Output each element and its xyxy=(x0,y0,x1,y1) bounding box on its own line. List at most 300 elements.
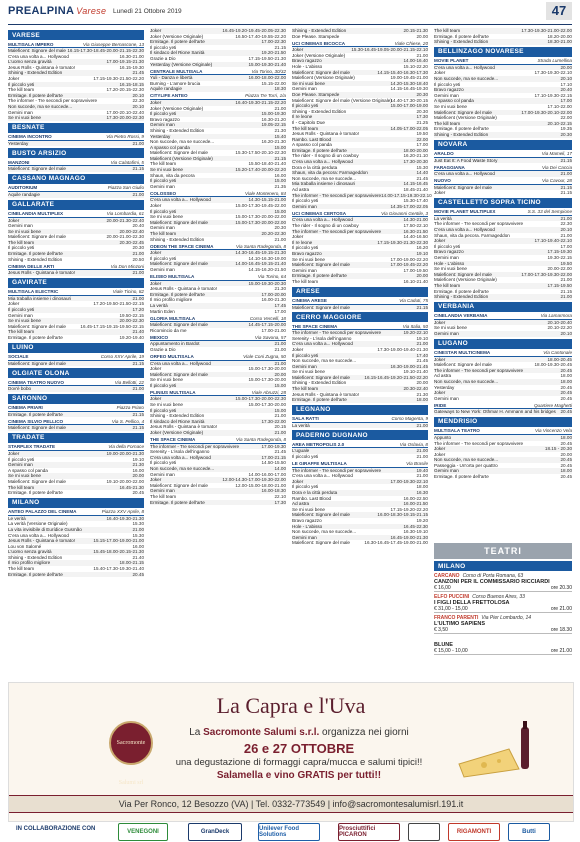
showtimes-list xyxy=(434,185,572,196)
film-title: The kill team xyxy=(8,329,35,335)
film-times: 17.00-19.45-22.20 xyxy=(390,262,428,268)
theatre-label: ELFO PUCCINI xyxy=(434,594,470,600)
cinema-header xyxy=(434,313,572,320)
showtime-row xyxy=(434,132,572,138)
film-title: Shining - Extended Edition xyxy=(292,380,347,386)
film-title: Non succede, ma se succede... xyxy=(434,378,499,384)
film-title: Gemini man xyxy=(292,363,317,369)
cinema-address: Viale Montenero, 84 xyxy=(244,190,286,196)
showtimes-list xyxy=(292,217,428,284)
ad-badge-logo: Sacromonte Salumi srl xyxy=(109,721,153,765)
film-title: Non succede, ma se succede... xyxy=(292,358,357,364)
showtimes-list xyxy=(150,100,286,190)
showtimes-list xyxy=(8,412,144,418)
film-title: Joker xyxy=(434,451,446,457)
cinema-name: ODEON THE SPACE CINEMA xyxy=(150,243,214,249)
film-title: Il piccolo yeti xyxy=(150,111,177,117)
film-times: 15.00-17.30-19.45-22.00 xyxy=(235,203,286,209)
film-times: 21.00 xyxy=(560,277,572,283)
showtimes-list xyxy=(434,435,572,480)
cinema-header xyxy=(8,41,144,48)
cinema-address: Corso Vercelli, 18 xyxy=(249,315,286,321)
film-times: 20.00-22.00 xyxy=(547,266,572,272)
cinema-name: CINEMA ARESE xyxy=(292,298,327,304)
film-title: Jesus Rolls - Quintana è tornato! xyxy=(150,424,217,430)
film-times: 21.00 xyxy=(132,140,144,146)
film-title: Gemini man xyxy=(8,223,33,229)
film-title: Il piccolo yeti xyxy=(292,198,319,204)
film-times: 18.00-19.30-20.45 xyxy=(534,362,572,368)
film-times: 20.30-22.40 xyxy=(403,386,428,392)
film-times: 15.00-17.30-20.00-22.30 xyxy=(235,396,286,402)
show-time: ore 21.00 xyxy=(550,606,572,612)
film-title: Dov'è bobo xyxy=(8,386,32,392)
film-title: Il re leone xyxy=(292,239,313,245)
film-title: Grazie a Dio xyxy=(150,346,176,352)
film-title: Maleficent (Versione Originale) xyxy=(150,155,213,161)
film-times: 17.15-19.20-22.20 xyxy=(390,506,428,512)
film-title: Yesterday xyxy=(150,133,171,139)
film-times: 15.30-17.40 xyxy=(403,198,428,204)
film-title: Just Eat It: A Food Waste Story xyxy=(434,157,498,163)
film-times: 19.10-20.00-22.00 xyxy=(106,478,144,484)
film-times: 20.45 xyxy=(560,474,572,480)
film-title: Ermitage. Il potere dell'arte xyxy=(8,335,63,340)
film-times: 17.10 xyxy=(560,81,572,87)
cinema-header xyxy=(150,190,286,197)
film-times: 20.40 xyxy=(132,223,144,229)
film-title: Non succede, ma se succede... xyxy=(434,75,499,81)
showtime-row xyxy=(8,572,144,578)
film-title: Joker xyxy=(434,446,446,452)
showtime-row xyxy=(434,474,572,480)
film-title: Il piccolo yeti xyxy=(150,208,177,214)
cinema-header xyxy=(8,354,144,361)
film-title: Se mi vuoi bene xyxy=(8,115,41,121)
film-title: Ermitage. Il potere dell'arte xyxy=(434,126,489,132)
film-title: La verità xyxy=(434,215,452,221)
film-times: 21.00 xyxy=(416,448,428,454)
film-title: Yesterday xyxy=(434,384,455,390)
film-times: 16.30-16.45-17.45-19.00-21.00 xyxy=(364,540,428,546)
film-times: 19.10 xyxy=(132,456,144,462)
film-times: 15.00 xyxy=(274,407,286,413)
cinema-header xyxy=(292,441,428,448)
film-title: Il re leone xyxy=(292,114,313,120)
section-header: BUSTO ARSIZIO xyxy=(8,148,144,158)
film-times: 17.15-19.50-21.30 xyxy=(248,55,286,61)
film-title: Il piccolo yeti xyxy=(150,382,177,388)
film-title: Jesus Rolls - Quintana è tornato! xyxy=(292,391,359,397)
film-title: Il piccolo yeti xyxy=(434,243,461,249)
film-title: Ricomincio da me xyxy=(150,327,187,333)
cinema-name: GLORIA MULTISALA xyxy=(150,315,196,321)
section-header: GALLARATE xyxy=(8,200,144,210)
film-title: Maleficent: Signore del male xyxy=(292,512,350,518)
cinema-header xyxy=(150,389,286,396)
film-title: Ad astra xyxy=(292,187,310,193)
film-title: Se mi vuoi bene xyxy=(434,266,467,272)
film-title: Gemini man xyxy=(150,471,175,477)
film-title: L'uomo senza gravità xyxy=(8,59,52,65)
film-title: Il mio profilo migliore xyxy=(150,297,193,303)
film-title: The kill team xyxy=(8,484,35,490)
cinema-name: AUDITORIUM xyxy=(8,185,38,191)
showtimes-list xyxy=(292,47,432,209)
film-times: 20.40 xyxy=(560,87,572,93)
film-times: 17.00-21.15 xyxy=(261,454,286,460)
film-title: Gemini man xyxy=(434,92,459,98)
section-header: MILANO xyxy=(8,498,144,508)
film-times: 21.00 xyxy=(132,270,144,276)
film-title: L'uomo senza gravità xyxy=(8,549,52,555)
film-times: 16.30-21.50 xyxy=(403,228,428,234)
film-title: Maleficent: Signore del male xyxy=(8,323,66,329)
cinema-header xyxy=(150,334,286,341)
section-header: CERRO MAGGIORE xyxy=(292,312,428,322)
theatre-label: CARCANO xyxy=(434,573,460,579)
film-times: 14.00-16.45-19.15-21.40 xyxy=(235,261,286,267)
film-title: Serenity - L'isola dell'inganno xyxy=(292,335,352,341)
film-times: 15.00 xyxy=(274,178,286,184)
showtime-row xyxy=(8,115,144,121)
film-times: 14.30-16.45-19.15-21.30 xyxy=(235,250,286,256)
showtime-row xyxy=(8,192,144,198)
film-title: The informer - Tre secondi per sopravvivere xyxy=(434,221,524,227)
cinema-header xyxy=(292,40,428,47)
film-title: Se mi vuoi bene xyxy=(292,369,325,375)
show-time: ore 21.00 xyxy=(550,648,572,654)
cinema-header xyxy=(8,379,144,386)
cinema-name: FARAGGIANA xyxy=(434,164,465,170)
film-times: 20.30 xyxy=(274,225,286,231)
film-title: Maleficent (Versione Originale) xyxy=(434,277,497,283)
cinema-header xyxy=(8,418,144,425)
film-title: Shaun, vita da pecora xyxy=(150,172,195,178)
showtimes-list xyxy=(150,322,286,333)
cinema-header xyxy=(292,416,428,423)
showtimes-list xyxy=(434,409,572,415)
film-title: Gemini man xyxy=(292,267,317,273)
film-times: 21.15 xyxy=(560,157,572,163)
cinema-name: CINEMA SILVIO PELLICO xyxy=(8,418,64,424)
film-title: Joker xyxy=(434,356,446,362)
film-times: 15.00 xyxy=(274,208,286,214)
theatre-address: Via Pier Lombardo, 14 xyxy=(481,615,532,621)
film-times: 20.00-22.40 xyxy=(119,228,144,234)
film-times: 21.00 xyxy=(560,294,572,300)
cinema-name: SALA RATTI xyxy=(292,416,319,422)
film-title: Maleficent: Signore del male xyxy=(8,166,66,172)
film-title: Ermitage. Il potere dell'arte xyxy=(292,397,347,403)
film-times: 19.20 xyxy=(416,517,428,523)
section-header: ARESE xyxy=(292,287,428,297)
film-title: Burning - L'amore brucia xyxy=(150,80,201,86)
film-times: 20.45 xyxy=(560,384,572,390)
film-title: A spasso col panda xyxy=(292,142,332,148)
film-title: Serenity - L'isola dell'inganno xyxy=(150,449,210,455)
showtime-row xyxy=(8,141,144,147)
film-title: Shining - Extended Edition xyxy=(434,294,489,300)
cinema-header xyxy=(8,509,144,516)
film-title: The kill team xyxy=(8,87,35,93)
film-title: Il piccolo yeti xyxy=(292,454,319,460)
film-title: Non succede, ma se succede... xyxy=(150,466,215,471)
film-title: Shining - Extended Edition xyxy=(8,256,63,262)
collab-label: IN COLLABORAZIONE CON xyxy=(16,826,96,832)
cinema-name: CINELANDIA MULTIPLEX xyxy=(8,211,64,216)
film-times: 18.00 xyxy=(560,378,572,384)
film-title: L'uguale xyxy=(292,448,310,454)
film-times: 15.00 xyxy=(274,144,286,150)
section-header: GAVIRATE xyxy=(8,278,144,288)
film-times: 20.45 xyxy=(560,462,572,468)
film-title: C'era una volta a... Hollywood xyxy=(434,64,495,70)
section-header: LEGNANO xyxy=(292,405,428,415)
film-times: 21.45 xyxy=(416,175,428,181)
film-title: Gemini man xyxy=(434,468,459,474)
film-times: 15.00-17.30-20.00 xyxy=(248,377,286,383)
film-title: Ermitage. Il potere dell'arte xyxy=(292,273,347,279)
film-times: 21.00 xyxy=(416,454,428,460)
film-times: 14.00-16.00-17.00 xyxy=(248,471,286,477)
film-times: 21.45 xyxy=(274,449,286,455)
cinema-name: AREA METROPOLIS 2.0 xyxy=(292,441,345,447)
film-title: La verità (Versione Originale) xyxy=(8,521,68,527)
film-title: Gemini man xyxy=(150,488,175,494)
film-title: Jesus Rolls - Quintana è tornato! xyxy=(8,64,75,70)
film-title: Bravo ragazzo xyxy=(434,87,464,93)
showtimes-list xyxy=(150,281,286,315)
film-times: 20.50 xyxy=(132,256,144,262)
film-title: Joker xyxy=(292,478,304,484)
film-title: Joker xyxy=(434,190,446,196)
show-price-row xyxy=(434,648,572,655)
film-times: 15.00-19.30-21.40 xyxy=(248,61,286,67)
film-title: Passeggia - Un'orta per quattro xyxy=(434,462,498,468)
film-title: Aquile randagie xyxy=(8,191,40,197)
film-times: 15.00 xyxy=(274,382,286,388)
film-title: Il sindaco del Rione Sanità xyxy=(150,50,205,56)
film-times: 18.00 xyxy=(416,484,428,490)
collab-logo xyxy=(408,823,440,841)
column-3 xyxy=(292,28,432,678)
cinema-name: STARPLEX TRADATE xyxy=(8,444,56,450)
film-title: Ermitage. Il potere dell'arte xyxy=(8,411,63,417)
collab-logo: Butti xyxy=(508,823,550,841)
film-title: Non succede, ma se succede... xyxy=(434,457,499,463)
film-times: 20.00 xyxy=(274,371,286,377)
showtime-row xyxy=(8,490,144,496)
cinema-address: Via Giovanni Gentile, 3 xyxy=(381,210,428,216)
column-4 xyxy=(434,28,572,533)
cinema-header xyxy=(8,405,144,412)
film-title: Maleficent: Signore del male xyxy=(8,360,66,366)
film-title: Doe Please. Stampede xyxy=(292,33,340,39)
film-times: 22.00 xyxy=(560,115,572,121)
film-title: Maleficent: Signore del male xyxy=(150,482,208,488)
film-times: 20.00 xyxy=(132,473,144,479)
film-title: Gemini man xyxy=(150,183,175,189)
film-title: Ermitage. Il potere dell'arte xyxy=(434,288,489,294)
film-title: Il sindaco del Rione Sanità xyxy=(150,418,205,424)
section-header: LUINO xyxy=(8,343,144,353)
film-title: The kill team xyxy=(150,493,177,499)
cinema-header xyxy=(292,298,428,305)
film-times: 21.15 xyxy=(132,411,144,417)
film-times: 17.00 xyxy=(416,142,428,148)
showtime-row xyxy=(434,396,572,402)
showtimes-list xyxy=(292,28,428,39)
theatre-label: FRANCO PARENTI xyxy=(434,615,479,621)
showtime-row xyxy=(150,430,286,436)
film-times: 16.45-19.20-19.45-20.05-22.30 xyxy=(222,28,286,33)
film-title: Gemini man xyxy=(434,330,459,336)
cinema-address: Via Don Minzoni xyxy=(110,263,144,269)
film-title: Joker xyxy=(292,234,304,240)
showtimes-list xyxy=(8,192,144,198)
cinema-address: Strada Lumellina xyxy=(537,58,572,64)
film-title: Ermitage. Il potere dell'arte xyxy=(434,474,489,480)
film-title: The rider - Il sogno di un cowboy xyxy=(292,153,359,159)
film-title: The rider - Il sogno di un cowboy xyxy=(292,223,359,228)
film-title: Yuli - Danza e libertà xyxy=(150,75,193,81)
cinema-address: Via Dei Caccia xyxy=(541,164,572,170)
film-times: 17.00 xyxy=(274,308,286,314)
film-title: Non succede, ma se succede... xyxy=(292,175,357,181)
cinema-name: MOVIE PLANET MULTIPLEX xyxy=(434,209,496,215)
film-title: Joker xyxy=(8,301,20,307)
film-times: 20.30 xyxy=(416,108,428,114)
film-title: The kill team xyxy=(8,566,35,572)
cinema-name: MANZONI xyxy=(8,159,30,165)
film-times: 16.20 xyxy=(416,245,428,251)
showtimes-list xyxy=(434,357,572,402)
film-times: 22.30 xyxy=(132,98,144,104)
film-times: 21.15 xyxy=(560,184,572,190)
cinema-address: Via Savona, 57 xyxy=(254,334,286,340)
section-header: MENDRISIO xyxy=(434,417,572,427)
cinema-header xyxy=(434,58,572,65)
film-title: Joker xyxy=(150,28,162,33)
cinema-header xyxy=(292,323,428,330)
film-title: Maleficent: Signore del male xyxy=(8,48,66,53)
film-title: The kill team xyxy=(434,28,461,33)
cinema-address: Via Santa Radegonda, 8 xyxy=(236,437,286,443)
film-times: 14.15-15.40-16.30-17.30 xyxy=(377,69,428,75)
film-times: 20.10-22.15 xyxy=(547,120,572,126)
film-times: 16.00-18.30 xyxy=(261,488,286,494)
cinema-name: MULTISALA IMPERO xyxy=(8,41,54,47)
cinema-address: Piazza Priaro xyxy=(116,405,144,411)
film-title: Shining - Extended Edition xyxy=(434,39,489,45)
film-title: Maleficent: Signore del male xyxy=(150,219,208,225)
cinema-name: CINEMA INCONTRO xyxy=(8,134,52,140)
film-title: The informer - Tre secondi per sopravvivere xyxy=(292,330,382,336)
show-time: ore 18.30 xyxy=(550,627,572,633)
film-times: 20.15-21.30 xyxy=(403,28,428,33)
film-title: Se mi vuoi bene xyxy=(150,167,183,173)
cinema-name: IRIDE xyxy=(434,402,447,408)
film-title: C'era una volta a... Hollywood xyxy=(150,197,211,203)
film-title: Il piccolo yeti xyxy=(150,407,177,413)
showtimes-list xyxy=(150,75,286,92)
film-times: 21.15 xyxy=(274,44,286,50)
film-title: The kill team xyxy=(8,239,35,245)
film-title: C'era una volta a... Hollywood xyxy=(292,473,353,479)
film-times: 22.00 xyxy=(416,136,428,142)
film-title: Se mi vuoi bene xyxy=(8,228,41,234)
film-times: 17.00-19.00-22.20 xyxy=(390,256,428,262)
film-title: The kill team xyxy=(292,125,319,131)
film-times: 22.10 xyxy=(274,493,286,499)
film-times: 15.10-22.20 xyxy=(403,63,428,69)
film-title: Ermitage. Il potere dell'arte xyxy=(292,147,347,153)
film-title: Il piccolo yeti xyxy=(8,456,35,462)
film-title: C'era una volta a... Hollywood xyxy=(150,360,211,366)
cinema-header xyxy=(8,134,144,141)
film-title: Gateways to New York: Othmar H. Ammann and his bridges xyxy=(434,409,556,415)
film-title: Il piccolo yeti xyxy=(150,44,177,50)
film-times: 21.15 xyxy=(132,360,144,366)
film-title: Non succede, ma se succede... xyxy=(292,529,357,535)
showtime-row xyxy=(292,397,428,403)
cinema-address: S.S. 33 del Sempione xyxy=(527,209,572,215)
film-title: Joker xyxy=(150,99,162,105)
film-times: 15.30 xyxy=(132,521,144,527)
film-times: 20.45 xyxy=(560,367,572,373)
film-title: Maleficent: Signore del male xyxy=(292,374,350,380)
film-times: 21.00 xyxy=(132,386,144,392)
film-times: 15.30 xyxy=(416,164,428,170)
film-title: Gemini man xyxy=(292,203,317,209)
film-times: 14.30-15.15-21.00 xyxy=(248,197,286,203)
film-times: 19.35 xyxy=(560,126,572,132)
cinema-address: Via Cavour, 28 xyxy=(541,178,572,184)
showtime-row xyxy=(292,279,428,285)
film-times: 19.50-22.15 xyxy=(119,312,144,318)
film-title: The informer - Tre secondi per sopravvivere xyxy=(8,98,98,104)
showtime-row xyxy=(8,270,144,276)
showtimes-list xyxy=(8,48,144,121)
film-times: 21.00 xyxy=(416,473,428,479)
film-title: C'era una volta a... Hollywood xyxy=(434,227,495,233)
showtime-row xyxy=(434,171,572,177)
cinema-name: COLOSSEO xyxy=(150,190,177,196)
film-times: 16.30-21.20 xyxy=(261,116,286,122)
theatre-address: Corso Buenos Aires, 33 xyxy=(472,594,525,600)
showtimes-list xyxy=(292,330,428,403)
film-times: 14.50-15.50 xyxy=(261,460,286,466)
film-title: Maleficent: Signore del male xyxy=(434,109,492,115)
film-title: Il - Capitolo Due xyxy=(292,119,325,125)
film-title: Shaun, vita da pecora: Farmageddon xyxy=(292,170,368,176)
cinema-header xyxy=(8,444,144,451)
film-title: Joker xyxy=(150,203,162,209)
showtimes-list xyxy=(8,166,144,172)
film-title: Gemini man xyxy=(8,109,33,115)
film-title: Gemini man xyxy=(434,395,459,401)
showtime-row xyxy=(8,166,144,172)
film-times: 15.30-17.50-20.10-22.30 xyxy=(235,150,286,156)
cinema-name: MULTISALA ELECTRIC xyxy=(8,289,59,295)
film-title: Joker xyxy=(150,477,162,483)
ad-line-4: Salamella e vino GRATIS per tutti!! xyxy=(216,770,382,781)
cinema-header xyxy=(150,437,286,444)
cinema-address: Via Giuseppe Bernascone, 13 xyxy=(83,41,144,47)
cinema-name: NUOVO xyxy=(434,178,451,184)
film-times: 20.30 xyxy=(132,245,144,251)
